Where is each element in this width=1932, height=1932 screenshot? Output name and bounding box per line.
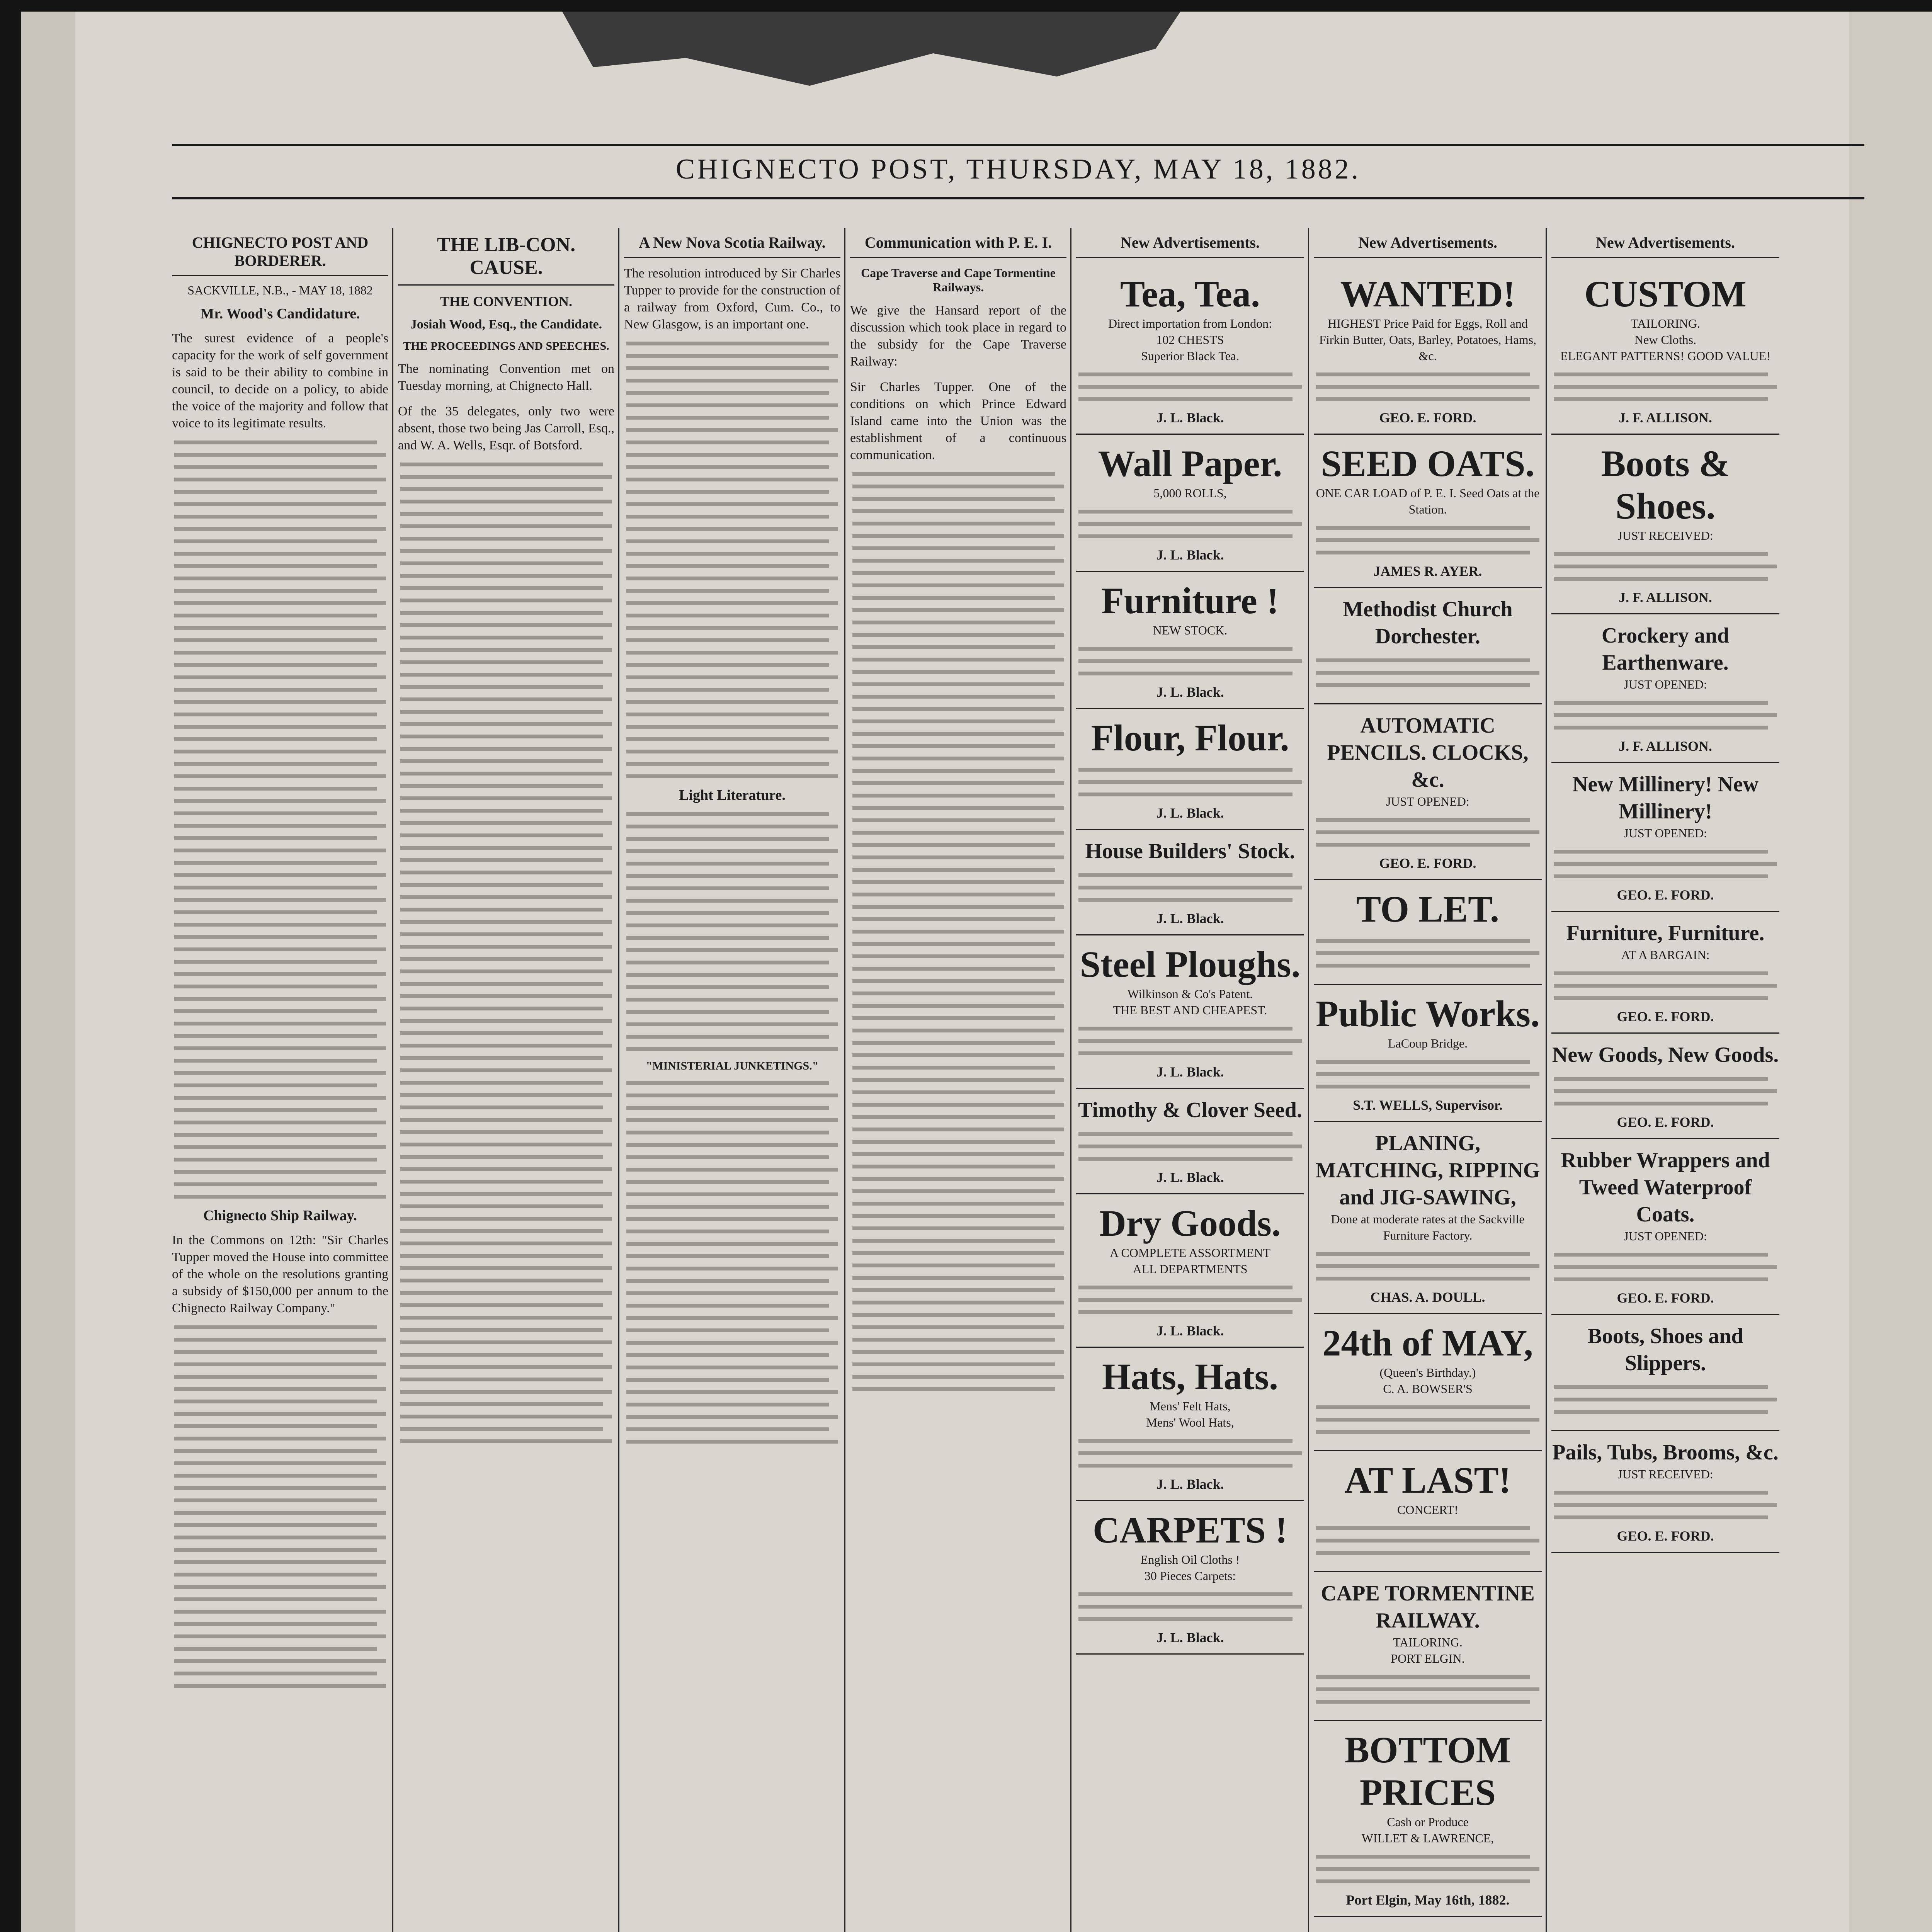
ad-title: TO LET. — [1356, 888, 1499, 930]
article-paragraph: The resolution introduced by Sir Charles Tupper to provide for the construction of a railway from Oxford, Cum. Co., to New Glasgow, is an important one. — [624, 266, 840, 332]
advertisement — [1076, 265, 1304, 435]
ad-body — [1314, 1526, 1542, 1555]
ad-line: TAILORING. — [1393, 1635, 1463, 1649]
ad-signature: Port Elgin, May 16th, 1882. — [1346, 1892, 1510, 1908]
ad-title: Wall Paper. — [1098, 443, 1282, 484]
ad-title: Steel Ploughs. — [1080, 944, 1301, 985]
newspaper-page — [21, 12, 1932, 1932]
column-ads-ford — [1314, 228, 1542, 1932]
column-heading: New Advertisements. — [1551, 228, 1779, 258]
column-rule — [392, 228, 393, 1932]
ad-body — [1076, 1439, 1304, 1468]
ad-body — [1076, 1132, 1304, 1161]
ad-line: JUST RECEIVED: — [1617, 1467, 1713, 1481]
ad-title: Dry Goods. — [1099, 1202, 1281, 1244]
ad-title: AUTOMATIC PENCILS. CLOCKS, &c. — [1327, 714, 1529, 792]
advertisement — [1076, 435, 1304, 572]
ad-line: New Cloths. — [1634, 333, 1696, 347]
ad-title: Furniture ! — [1101, 580, 1279, 621]
advertisement — [1314, 704, 1542, 880]
ad-title: Flour, Flour. — [1091, 717, 1289, 759]
article-paragraph: Of the 35 delegates, only two were absent, those two being Jas Carroll, Esq., and W. A. Wells, Esqr. of Botsford. — [398, 404, 614, 452]
ad-title: Rubber Wrappers and Tweed Waterproof Coats. — [1561, 1148, 1770, 1226]
expense-table — [624, 1081, 840, 1444]
ad-title: PLANING, MATCHING, RIPPING and JIG-SAWING, — [1315, 1131, 1540, 1209]
ad-title: Boots & Shoes. — [1601, 443, 1730, 527]
ad-body — [1551, 1253, 1779, 1281]
ad-signature: GEO. E. FORD. — [1617, 1528, 1714, 1544]
ad-signature: J. L. Black. — [1156, 1064, 1224, 1080]
article-paragraph: We give the Hansard report of the discussion which took place in regard to the subsidy for the Cape Traverse Railway: — [850, 303, 1066, 369]
ad-signature: GEO. E. FORD. — [1617, 887, 1714, 903]
ad-body — [1076, 510, 1304, 538]
ad-body — [1076, 768, 1304, 796]
column-heading: THE LIB-CON. CAUSE. — [398, 228, 614, 286]
ad-line: ALL DEPARTMENTS — [1133, 1262, 1248, 1276]
article-paragraph: Sir Charles Tupper. One of the conditions on which Prince Edward Island came into the Union was the establishment of a continuous communication. — [850, 380, 1066, 462]
ad-line: JUST OPENED: — [1386, 794, 1469, 808]
column-convention — [398, 228, 614, 1932]
ad-title: AT LAST! — [1344, 1459, 1511, 1501]
ad-line: 102 CHESTS — [1156, 333, 1224, 347]
advertisement — [1551, 614, 1779, 763]
ad-body — [1076, 1286, 1304, 1314]
torn-edge — [562, 12, 1180, 104]
text-block — [172, 1325, 388, 1688]
ad-signature: J. F. ALLISON. — [1619, 738, 1712, 754]
ad-body — [1076, 1592, 1304, 1621]
ad-line: WILLET & LAWRENCE, — [1361, 1831, 1494, 1845]
column-rule — [844, 228, 845, 1932]
advertisement — [1551, 763, 1779, 912]
ad-signature: J. L. Black. — [1156, 684, 1224, 700]
ad-signature: J. L. Black. — [1156, 547, 1224, 563]
advertisement — [1314, 1572, 1542, 1721]
ad-line: English Oil Cloths ! — [1140, 1553, 1240, 1566]
ad-line: Direct importation from London: — [1108, 316, 1272, 330]
ad-body — [1314, 658, 1542, 687]
ad-line: Superior Black Tea. — [1141, 349, 1239, 363]
text-block — [850, 472, 1066, 1391]
article-paragraph: In the Commons on 12th: "Sir Charles Tupper moved the House into committee of the whole on the resolutions granting a subsidy of $150,000 per annum to the Chignecto Railway Company." — [172, 1233, 388, 1315]
advertisement — [1076, 709, 1304, 830]
ad-title: Furniture, Furniture. — [1566, 921, 1765, 945]
advertisement — [1551, 1034, 1779, 1139]
ad-title: CAPE TORMENTINE RAILWAY. — [1321, 1582, 1535, 1633]
ad-signature: JAMES R. AYER. — [1373, 563, 1482, 579]
ad-line: 30 Pieces Carpets: — [1144, 1569, 1236, 1583]
column-rule — [1070, 228, 1071, 1932]
article-subtitle: Cape Traverse and Cape Tormentine Railways. — [861, 266, 1056, 294]
ad-signature: J. L. Black. — [1156, 911, 1224, 926]
ad-title: WANTED! — [1340, 273, 1515, 315]
ad-body — [1314, 818, 1542, 847]
ad-body — [1551, 701, 1779, 730]
ad-line: (Queen's Birthday.) — [1379, 1366, 1476, 1379]
ad-line: Mens' Felt Hats, — [1150, 1399, 1231, 1413]
ad-line: PORT ELGIN. — [1391, 1651, 1465, 1665]
ad-line: LaCoup Bridge. — [1388, 1036, 1468, 1050]
ad-title: New Millinery! New Millinery! — [1572, 772, 1759, 823]
article-paragraph: The surest evidence of a people's capacity for the work of self government is said to be their ability to combine in council, to decide on a policy, to abide the voice of the majority and follow that voice to its legitimate results. — [172, 331, 388, 430]
ad-signature: J. L. Black. — [1156, 1323, 1224, 1338]
ad-signature: J. L. Black. — [1156, 1630, 1224, 1645]
advertisement — [1551, 912, 1779, 1034]
ad-body — [1551, 1077, 1779, 1105]
ad-line: Mens' Wool Hats, — [1146, 1415, 1234, 1429]
ad-signature: J. F. ALLISON. — [1619, 590, 1712, 605]
article-title: Mr. Wood's Candidature. — [200, 306, 360, 322]
ad-signature: GEO. E. FORD. — [1617, 1114, 1714, 1130]
section-title: THE CONVENTION. — [440, 294, 573, 309]
advertisement — [1551, 1431, 1779, 1553]
advertisement — [1314, 1122, 1542, 1314]
column-heading: A New Nova Scotia Railway. — [624, 228, 840, 258]
column-editorial — [172, 228, 388, 1932]
ad-line: JUST OPENED: — [1624, 1229, 1707, 1243]
ad-line: ELEGANT PATTERNS! GOOD VALUE! — [1560, 349, 1770, 363]
ad-title: New Goods, New Goods. — [1552, 1043, 1779, 1067]
column-heading: CHIGNECTO POST AND BORDERER. — [172, 228, 388, 276]
text-block — [398, 463, 614, 1443]
ad-signature: J. L. Black. — [1156, 1170, 1224, 1185]
ad-line: A COMPLETE ASSORTMENT — [1110, 1246, 1270, 1260]
ad-line: Done at moderate rates at the Sackville Furniture Factory. — [1331, 1212, 1525, 1242]
advertisement — [1076, 1194, 1304, 1348]
ad-signature: GEO. E. FORD. — [1617, 1009, 1714, 1024]
column-railway — [624, 228, 840, 1932]
quoted-heading: "MINISTERIAL JUNKETINGS." — [646, 1060, 819, 1072]
advertisement — [1076, 1348, 1304, 1501]
ad-title: Public Works. — [1316, 993, 1540, 1034]
article-paragraph: The nominating Convention met on Tuesday morning, at Chignecto Hall. — [398, 362, 614, 393]
text-block — [624, 342, 840, 778]
ad-title: Hats, Hats. — [1102, 1356, 1278, 1397]
ad-signature: GEO. E. FORD. — [1617, 1290, 1714, 1306]
advertisement — [1314, 435, 1542, 588]
ad-title: Methodist Church Dorchester. — [1343, 597, 1513, 648]
ad-body — [1551, 1385, 1779, 1414]
ad-body — [1314, 1675, 1542, 1704]
ad-line: ONE CAR LOAD of P. E. I. Seed Oats at the Station. — [1316, 486, 1540, 516]
ad-line: TAILORING. — [1631, 316, 1700, 330]
masthead — [172, 139, 1864, 216]
ad-body — [1076, 372, 1304, 401]
advertisement — [1076, 1089, 1304, 1194]
advertisement — [1314, 1721, 1542, 1917]
dateline: SACKVILLE, N.B., - MAY 18, 1882 — [187, 283, 373, 297]
ad-body — [1551, 971, 1779, 1000]
ad-title: Boots, Shoes and Slippers. — [1587, 1324, 1743, 1375]
ad-body — [1076, 1027, 1304, 1055]
column-rule — [1308, 228, 1309, 1932]
ad-line: THE BEST AND CHEAPEST. — [1113, 1003, 1267, 1017]
ad-title: Crockery and Earthenware. — [1601, 624, 1730, 675]
ad-body — [1314, 372, 1542, 401]
ad-signature: GEO. E. FORD. — [1379, 410, 1476, 425]
ad-title: CARPETS ! — [1092, 1509, 1288, 1551]
article-title: Chignecto Ship Railway. — [203, 1208, 357, 1224]
advertisement — [1551, 265, 1779, 435]
advertisement — [1314, 985, 1542, 1122]
ad-signature: J. F. ALLISON. — [1619, 410, 1712, 425]
ad-line: Wilkinson & Co's Patent. — [1127, 987, 1253, 1001]
ad-line: AT A BARGAIN: — [1621, 948, 1710, 962]
advertisement — [1314, 880, 1542, 985]
ad-title: CUSTOM — [1584, 273, 1747, 315]
masthead-title: CHIGNECTO POST, THURSDAY, MAY 18, 1882. — [675, 153, 1361, 185]
advertisement — [1076, 572, 1304, 709]
column-ads-black — [1076, 228, 1304, 1932]
ad-body — [1551, 1491, 1779, 1519]
advertisement — [1551, 1139, 1779, 1315]
ad-title: SEED OATS. — [1321, 443, 1535, 484]
advertisement — [1551, 1315, 1779, 1431]
ad-line: JUST OPENED: — [1624, 677, 1707, 691]
ad-body — [1314, 1060, 1542, 1088]
advertisement — [1076, 1501, 1304, 1655]
ad-body — [1076, 647, 1304, 675]
ad-signature: J. L. Black. — [1156, 805, 1224, 821]
ad-body — [1314, 939, 1542, 968]
advertisement — [1314, 1314, 1542, 1451]
advertisement — [1314, 1451, 1542, 1572]
ad-title: 24th of MAY, — [1322, 1322, 1533, 1364]
column-heading: New Advertisements. — [1314, 228, 1542, 258]
article-title: Light Literature. — [679, 787, 786, 803]
ad-body — [1314, 1855, 1542, 1883]
ad-body — [1551, 552, 1779, 581]
text-block — [172, 440, 388, 1199]
text-block — [624, 812, 840, 1051]
ad-line: JUST RECEIVED: — [1617, 529, 1713, 543]
column-pei — [850, 228, 1066, 1932]
ad-line: NEW STOCK. — [1153, 623, 1228, 637]
ad-line: CONCERT! — [1397, 1503, 1459, 1517]
column-ads-allison — [1551, 228, 1779, 1932]
column-rule — [618, 228, 619, 1932]
advertisement — [1551, 435, 1779, 614]
binding-edge — [21, 12, 75, 1932]
ad-body — [1551, 372, 1779, 401]
column-rule — [1546, 228, 1547, 1932]
column-heading: Communication with P. E. I. — [850, 228, 1066, 258]
column-heading: New Advertisements. — [1076, 228, 1304, 258]
section-subtitle: THE PROCEEDINGS AND SPEECHES. — [403, 340, 609, 352]
ad-body — [1314, 1405, 1542, 1434]
ad-signature: J. L. Black. — [1156, 410, 1224, 425]
ad-line: C. A. BOWSER'S — [1383, 1382, 1473, 1396]
ad-signature: S.T. WELLS, Supervisor. — [1353, 1097, 1503, 1113]
ad-title: Timothy & Clover Seed. — [1078, 1098, 1302, 1122]
ad-signature: J. L. Black. — [1156, 1476, 1224, 1492]
adjacent-page-strip — [1849, 12, 1932, 1932]
ad-title: BOTTOM PRICES — [1344, 1729, 1511, 1813]
ad-signature: GEO. E. FORD. — [1379, 855, 1476, 871]
ad-body — [1076, 873, 1304, 902]
ad-title: Tea, Tea. — [1120, 273, 1260, 315]
advertisement — [1314, 265, 1542, 435]
advertisement — [1076, 830, 1304, 935]
ad-line: HIGHEST Price Paid for Eggs, Roll and Firkin Butter, Oats, Barley, Potatoes, Hams, &c. — [1319, 316, 1536, 363]
ad-line: Cash or Produce — [1387, 1815, 1469, 1829]
ad-body — [1314, 526, 1542, 554]
ad-title: Pails, Tubs, Brooms, &c. — [1552, 1440, 1779, 1464]
advertisement — [1314, 588, 1542, 704]
ad-signature: CHAS. A. DOULL. — [1370, 1289, 1485, 1305]
ad-body — [1314, 1252, 1542, 1281]
ad-body — [1551, 850, 1779, 878]
section-subtitle: Josiah Wood, Esq., the Candidate. — [410, 317, 602, 332]
advertisement — [1076, 935, 1304, 1089]
ad-line: 5,000 ROLLS, — [1153, 486, 1227, 500]
ad-line: JUST OPENED: — [1624, 826, 1707, 840]
ad-title: House Builders' Stock. — [1085, 839, 1295, 863]
